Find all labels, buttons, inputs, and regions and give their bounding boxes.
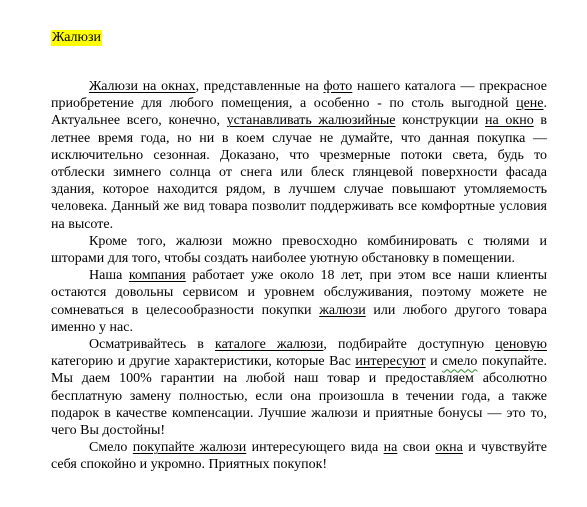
hyperlink-text[interactable]: устанавливать жалюзийные bbox=[226, 113, 396, 129]
document-heading: Жалюзи bbox=[52, 30, 101, 45]
text-run: конструкции bbox=[395, 113, 486, 129]
text-run: интересующего вида bbox=[246, 440, 384, 456]
hyperlink-text[interactable]: фото bbox=[323, 79, 353, 94]
hyperlink-text[interactable]: интересуют bbox=[355, 354, 426, 370]
hyperlink-text[interactable]: на окно bbox=[485, 113, 534, 129]
paragraph bbox=[51, 439, 547, 473]
text-run: Осматривайтесь в bbox=[89, 337, 215, 353]
paragraph bbox=[51, 233, 547, 267]
paragraph bbox=[51, 78, 547, 233]
text-run: и чувствуйте себя спокойно и укромно. Приятных покупок! bbox=[51, 440, 547, 473]
text-run: , подбирайте доступную bbox=[323, 337, 496, 353]
text-run: категорию и другие характеристики, которые Вас bbox=[51, 354, 356, 370]
hyperlink-text[interactable]: окна bbox=[435, 440, 463, 456]
text-run: в летнее время года, но ни в коем случае не думайте, что данная покупка — исключительно сезонная. Доказано, что чрезмерные потоки света, будь то отблески зимнего солнца от снега или блеск глянцевой поверхности фасада здания, которое находится рядом, в лучшем случае повышают утомляемость человека. Данный же вид товара позволит поддерживать все комфортные условия на высоте. bbox=[51, 113, 547, 232]
text-run: и bbox=[425, 354, 443, 370]
text-run: Смело bbox=[89, 440, 133, 456]
hyperlink-text[interactable]: Жалюзи на окнах bbox=[89, 79, 196, 94]
paragraph bbox=[51, 267, 547, 336]
text-run: работает уже около 18 лет, при этом все наши клиенты остаются довольны сервисом и уровнем обслуживания, поэтому можете не сомневаться в целесообразности покупки bbox=[51, 268, 547, 318]
text-run: Кроме того, жалюзи можно превосходно комбинировать с тюлями и шторами для того, чтобы создать наиболее уютную обстановку в помещении. bbox=[51, 233, 547, 267]
hyperlink-text[interactable]: компания bbox=[128, 268, 186, 284]
hyperlink-text[interactable]: цене bbox=[516, 96, 544, 112]
hyperlink-text[interactable]: каталоге жалюзи bbox=[214, 337, 324, 353]
hyperlink-text[interactable]: на bbox=[383, 440, 398, 456]
text-run: Наша bbox=[89, 268, 129, 284]
text-run: , представленные на bbox=[195, 79, 324, 94]
hyperlink-text[interactable]: ценовую bbox=[495, 337, 547, 353]
paragraph bbox=[51, 336, 547, 439]
text-run: свои bbox=[397, 440, 436, 456]
grammar-marked-word: смело bbox=[442, 354, 478, 370]
hyperlink-text[interactable]: покупайте жалюзи bbox=[132, 440, 247, 456]
text-run: нашего каталога — прекрасное приобретение для любого помещения, а особенно - по столь выгодной bbox=[51, 79, 547, 112]
hyperlink-text[interactable]: жалюзи bbox=[319, 302, 366, 318]
text-run: . Актуальнее всего, конечно, bbox=[51, 96, 547, 129]
text-run: или любого другого товара именно у нас. bbox=[51, 302, 547, 335]
document-body bbox=[51, 78, 547, 474]
text-run: покупайте. Мы даем 100% гарантии на любой наш товар и предоставляем абсолютно бесплатную замену полностью, если она произошла в течении года, а также подарок в качестве компенсации. Лучшие жалюзи и приятные бонусы — это то, чего Вы достойны! bbox=[51, 354, 547, 439]
